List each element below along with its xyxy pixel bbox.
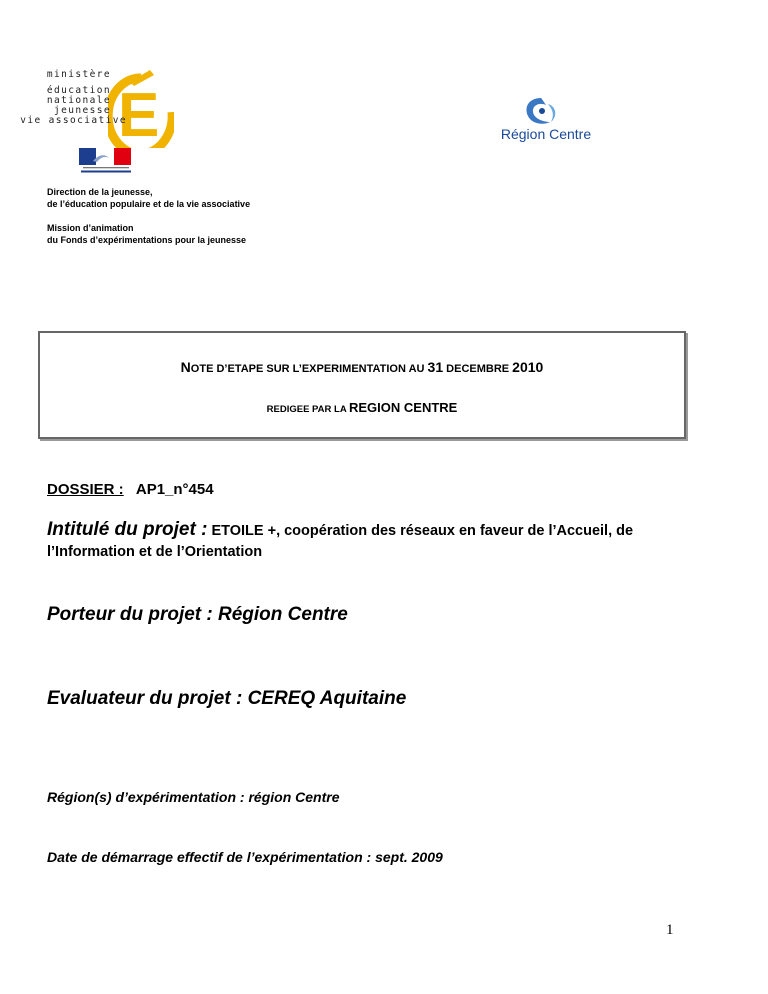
mission-line: Mission d’animation — [47, 223, 134, 233]
svg-text:E: E — [118, 81, 160, 148]
project-evaluator: Evaluateur du projet : CEREQ Aquitaine — [47, 688, 407, 709]
region-centre-logo — [486, 96, 606, 148]
ministry-logo — [20, 62, 183, 180]
title-line — [40, 359, 684, 377]
ministry-line: éducation — [46, 85, 111, 96]
title-part: 31 — [427, 359, 444, 375]
ministry-line: jeunesse — [54, 105, 111, 116]
experiment-regions: Région(s) d’expérimentation : région Centre — [47, 789, 340, 805]
mission-line: du Fonds d’expérimentations pour la jeunesse — [47, 235, 247, 245]
subtitle-part: REDIGEE PAR LA — [266, 404, 349, 415]
ministry-line: ministère — [46, 69, 111, 80]
title-part: 2010 — [512, 359, 544, 375]
dossier-value: AP1_n°454 — [135, 481, 214, 498]
dossier-row — [47, 481, 214, 498]
region-emblem-icon — [518, 96, 564, 128]
republic-caption — [79, 166, 133, 174]
title-box — [38, 331, 686, 439]
direction-line: de l’éducation populaire et de la vie associative — [47, 199, 251, 209]
dossier-label: DOSSIER : — [47, 481, 124, 498]
ministry-e-emblem — [108, 66, 174, 148]
project-title-continued: l’Information et de l’Orientation — [47, 544, 263, 560]
project-title-label: Intitulé du projet : — [47, 519, 208, 540]
ministry-line: nationale — [46, 95, 111, 106]
region-centre-label: Région Centre — [500, 126, 592, 142]
ministry-line: vie associative — [20, 115, 127, 126]
subtitle-line — [40, 399, 684, 417]
title-part: N — [180, 359, 191, 375]
direction-line: Direction de la jeunesse, — [47, 187, 153, 197]
project-holder: Porteur du projet : Région Centre — [47, 604, 348, 625]
project-title-value: ETOILE +, coopération des réseaux en faveur de l’Accueil, de — [207, 523, 634, 539]
title-part: OTE D’ETAPE SUR L’EXPERIMENTATION AU — [190, 363, 428, 375]
subtitle-part: REGION CENTRE — [349, 400, 458, 415]
title-part: DECEMBRE — [443, 363, 513, 375]
page-number: 1 — [666, 922, 674, 938]
republic-flag-icon — [79, 148, 131, 165]
project-title — [47, 519, 633, 541]
start-date: Date de démarrage effectif de l’expérimentation : sept. 2009 — [47, 849, 443, 865]
